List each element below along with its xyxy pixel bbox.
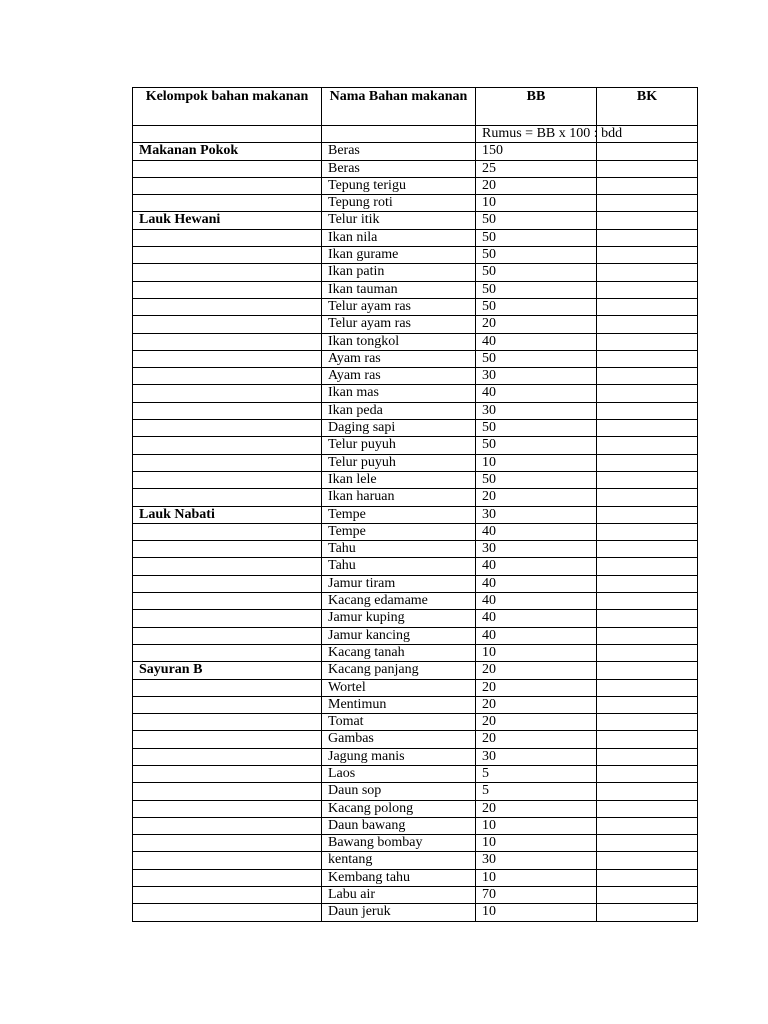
bb-cell: 20 <box>476 731 597 748</box>
bb-cell: 50 <box>476 420 597 437</box>
table-row <box>133 765 698 782</box>
table-row <box>133 385 698 402</box>
bb-cell: 10 <box>476 644 597 661</box>
name-cell: Telur ayam ras <box>322 298 476 315</box>
table-row <box>133 593 698 610</box>
bk-cell <box>597 731 698 748</box>
group-cell <box>133 454 322 471</box>
bb-cell: 10 <box>476 817 597 834</box>
table-row <box>133 679 698 696</box>
name-cell: Wortel <box>322 679 476 696</box>
bk-cell <box>597 748 698 765</box>
name-cell: Ikan peda <box>322 402 476 419</box>
group-cell <box>133 852 322 869</box>
table-row <box>133 731 698 748</box>
name-cell: Beras <box>322 143 476 160</box>
bk-cell <box>597 333 698 350</box>
table-row <box>133 523 698 540</box>
bb-cell: 20 <box>476 316 597 333</box>
group-cell <box>133 696 322 713</box>
group-cell <box>133 264 322 281</box>
bk-cell <box>597 437 698 454</box>
bk-cell <box>597 800 698 817</box>
bb-cell: 50 <box>476 212 597 229</box>
header-bk: BK <box>597 88 698 126</box>
group-cell <box>133 627 322 644</box>
bk-cell <box>597 558 698 575</box>
table-row <box>133 333 698 350</box>
name-cell: Telur puyuh <box>322 437 476 454</box>
group-cell <box>133 904 322 921</box>
bk-cell <box>597 247 698 264</box>
table-row <box>133 281 698 298</box>
bk-cell <box>597 454 698 471</box>
table-row <box>133 350 698 367</box>
name-cell: Daun jeruk <box>322 904 476 921</box>
bk-cell <box>597 506 698 523</box>
table-row <box>133 264 698 281</box>
table-row <box>133 368 698 385</box>
bk-cell <box>597 523 698 540</box>
name-cell: Tepung roti <box>322 195 476 212</box>
group-cell <box>133 247 322 264</box>
table-row <box>133 437 698 454</box>
bb-cell: 20 <box>476 662 597 679</box>
bb-cell: 30 <box>476 402 597 419</box>
group-cell <box>133 437 322 454</box>
table-row <box>133 558 698 575</box>
table-row <box>133 835 698 852</box>
group-cell: Lauk Nabati <box>133 506 322 523</box>
bb-cell: 20 <box>476 696 597 713</box>
bb-cell: 5 <box>476 783 597 800</box>
bk-cell <box>597 714 698 731</box>
group-cell <box>133 869 322 886</box>
group-cell <box>133 610 322 627</box>
name-cell: Daun bawang <box>322 817 476 834</box>
group-cell <box>133 887 322 904</box>
name-cell: Ikan lele <box>322 471 476 488</box>
bk-cell <box>597 696 698 713</box>
bk-cell <box>597 212 698 229</box>
group-cell <box>133 368 322 385</box>
name-cell: Ikan patin <box>322 264 476 281</box>
bb-cell: 5 <box>476 765 597 782</box>
bb-cell: 150 <box>476 143 597 160</box>
bk-cell <box>597 316 698 333</box>
table-row <box>133 869 698 886</box>
bb-cell: 50 <box>476 247 597 264</box>
table-row <box>133 247 698 264</box>
group-cell <box>133 177 322 194</box>
header-row <box>133 88 698 126</box>
bb-cell: 30 <box>476 748 597 765</box>
group-cell <box>133 714 322 731</box>
bk-cell <box>597 904 698 921</box>
group-cell: Sayuran B <box>133 662 322 679</box>
group-cell <box>133 800 322 817</box>
bk-cell <box>597 765 698 782</box>
bk-cell <box>597 627 698 644</box>
bk-cell <box>597 264 698 281</box>
bb-cell: 50 <box>476 298 597 315</box>
bb-cell: 20 <box>476 679 597 696</box>
name-cell: Kacang tanah <box>322 644 476 661</box>
formula-row <box>133 126 698 143</box>
name-cell: Gambas <box>322 731 476 748</box>
bk-cell <box>597 368 698 385</box>
table-row <box>133 160 698 177</box>
group-cell <box>133 160 322 177</box>
table-row <box>133 644 698 661</box>
bb-cell: 10 <box>476 454 597 471</box>
table-row <box>133 904 698 921</box>
group-cell <box>133 489 322 506</box>
table-row <box>133 177 698 194</box>
group-cell <box>133 575 322 592</box>
group-cell <box>133 385 322 402</box>
group-cell <box>133 541 322 558</box>
bb-cell: 30 <box>476 852 597 869</box>
group-cell: Lauk Hewani <box>133 212 322 229</box>
header-name: Nama Bahan makanan <box>322 88 476 126</box>
bk-cell <box>597 817 698 834</box>
bb-cell: 40 <box>476 627 597 644</box>
table-row <box>133 627 698 644</box>
table-row <box>133 887 698 904</box>
group-cell <box>133 298 322 315</box>
group-cell <box>133 229 322 246</box>
bk-cell <box>597 160 698 177</box>
table-row <box>133 817 698 834</box>
name-cell: Ikan mas <box>322 385 476 402</box>
bb-cell: 40 <box>476 610 597 627</box>
group-cell: Makanan Pokok <box>133 143 322 160</box>
name-cell: Tahu <box>322 558 476 575</box>
table-row <box>133 489 698 506</box>
header-group: Kelompok bahan makanan <box>133 88 322 126</box>
formula-empty-name <box>322 126 476 143</box>
bb-cell: 20 <box>476 489 597 506</box>
name-cell: Ayam ras <box>322 350 476 367</box>
name-cell: Laos <box>322 765 476 782</box>
bk-cell <box>597 195 698 212</box>
bb-cell: 40 <box>476 593 597 610</box>
table-row <box>133 662 698 679</box>
formula-empty-group <box>133 126 322 143</box>
group-cell <box>133 350 322 367</box>
table-row <box>133 195 698 212</box>
bk-cell <box>597 281 698 298</box>
table-row <box>133 783 698 800</box>
bb-cell: 50 <box>476 264 597 281</box>
name-cell: Daging sapi <box>322 420 476 437</box>
bk-cell <box>597 229 698 246</box>
table-row <box>133 748 698 765</box>
bb-cell: 50 <box>476 281 597 298</box>
group-cell <box>133 644 322 661</box>
table-row <box>133 316 698 333</box>
bb-cell: 10 <box>476 195 597 212</box>
group-cell <box>133 333 322 350</box>
name-cell: Bawang bombay <box>322 835 476 852</box>
group-cell <box>133 420 322 437</box>
bb-cell: 40 <box>476 558 597 575</box>
bb-cell: 50 <box>476 229 597 246</box>
bk-cell <box>597 177 698 194</box>
name-cell: Tahu <box>322 541 476 558</box>
table-row <box>133 575 698 592</box>
table-row <box>133 402 698 419</box>
bb-cell: 50 <box>476 437 597 454</box>
bb-cell: 50 <box>476 471 597 488</box>
bk-cell <box>597 662 698 679</box>
name-cell: Jamur tiram <box>322 575 476 592</box>
name-cell: Ikan nila <box>322 229 476 246</box>
bk-cell <box>597 298 698 315</box>
bk-cell <box>597 887 698 904</box>
table-row <box>133 541 698 558</box>
bk-cell <box>597 420 698 437</box>
bk-cell <box>597 402 698 419</box>
bb-cell: 20 <box>476 177 597 194</box>
formula-text: Rumus = BB x 100 : bdd <box>476 126 597 143</box>
group-cell <box>133 281 322 298</box>
group-cell <box>133 316 322 333</box>
name-cell: Labu air <box>322 887 476 904</box>
table-row <box>133 852 698 869</box>
bk-cell <box>597 835 698 852</box>
bb-cell: 50 <box>476 350 597 367</box>
name-cell: Jamur kuping <box>322 610 476 627</box>
group-cell <box>133 593 322 610</box>
bb-cell: 20 <box>476 800 597 817</box>
bb-cell: 10 <box>476 869 597 886</box>
table-row <box>133 212 698 229</box>
group-cell <box>133 558 322 575</box>
bb-cell: 30 <box>476 368 597 385</box>
group-cell <box>133 817 322 834</box>
table-row <box>133 506 698 523</box>
bb-cell: 30 <box>476 506 597 523</box>
bb-cell: 30 <box>476 541 597 558</box>
name-cell: Jamur kancing <box>322 627 476 644</box>
name-cell: Kembang tahu <box>322 869 476 886</box>
bk-cell <box>597 852 698 869</box>
bb-cell: 70 <box>476 887 597 904</box>
table-row <box>133 714 698 731</box>
table-row <box>133 454 698 471</box>
bb-cell: 25 <box>476 160 597 177</box>
name-cell: Ayam ras <box>322 368 476 385</box>
group-cell <box>133 402 322 419</box>
group-cell <box>133 835 322 852</box>
group-cell <box>133 765 322 782</box>
name-cell: Beras <box>322 160 476 177</box>
name-cell: Telur itik <box>322 212 476 229</box>
name-cell: Ikan haruan <box>322 489 476 506</box>
bb-cell: 40 <box>476 523 597 540</box>
table-row <box>133 420 698 437</box>
bk-cell <box>597 541 698 558</box>
bk-cell <box>597 489 698 506</box>
group-cell <box>133 731 322 748</box>
bk-cell <box>597 679 698 696</box>
name-cell: kentang <box>322 852 476 869</box>
name-cell: Ikan gurame <box>322 247 476 264</box>
name-cell: Tempe <box>322 506 476 523</box>
name-cell: Telur ayam ras <box>322 316 476 333</box>
table-row <box>133 471 698 488</box>
bb-cell: 40 <box>476 333 597 350</box>
bb-cell: 10 <box>476 904 597 921</box>
group-cell <box>133 679 322 696</box>
bk-cell <box>597 143 698 160</box>
group-cell <box>133 471 322 488</box>
bk-cell <box>597 783 698 800</box>
name-cell: Ikan tauman <box>322 281 476 298</box>
name-cell: Kacang polong <box>322 800 476 817</box>
bk-cell <box>597 610 698 627</box>
name-cell: Ikan tongkol <box>322 333 476 350</box>
table-row <box>133 229 698 246</box>
bk-cell <box>597 593 698 610</box>
bk-cell <box>597 869 698 886</box>
name-cell: Jagung manis <box>322 748 476 765</box>
group-cell <box>133 783 322 800</box>
bb-cell: 10 <box>476 835 597 852</box>
table-row <box>133 610 698 627</box>
table-row <box>133 696 698 713</box>
name-cell: Tomat <box>322 714 476 731</box>
food-ingredients-table <box>132 87 698 922</box>
group-cell <box>133 195 322 212</box>
name-cell: Tempe <box>322 523 476 540</box>
header-bb: BB <box>476 88 597 126</box>
name-cell: Kacang panjang <box>322 662 476 679</box>
group-cell <box>133 748 322 765</box>
bk-cell <box>597 644 698 661</box>
name-cell: Mentimun <box>322 696 476 713</box>
bb-cell: 40 <box>476 385 597 402</box>
group-cell <box>133 523 322 540</box>
name-cell: Kacang edamame <box>322 593 476 610</box>
bk-cell <box>597 575 698 592</box>
bk-cell <box>597 385 698 402</box>
table-row <box>133 298 698 315</box>
name-cell: Telur puyuh <box>322 454 476 471</box>
bk-cell <box>597 350 698 367</box>
table-row <box>133 800 698 817</box>
name-cell: Daun sop <box>322 783 476 800</box>
table-row <box>133 143 698 160</box>
bb-cell: 20 <box>476 714 597 731</box>
bk-cell <box>597 471 698 488</box>
name-cell: Tepung terigu <box>322 177 476 194</box>
bb-cell: 40 <box>476 575 597 592</box>
